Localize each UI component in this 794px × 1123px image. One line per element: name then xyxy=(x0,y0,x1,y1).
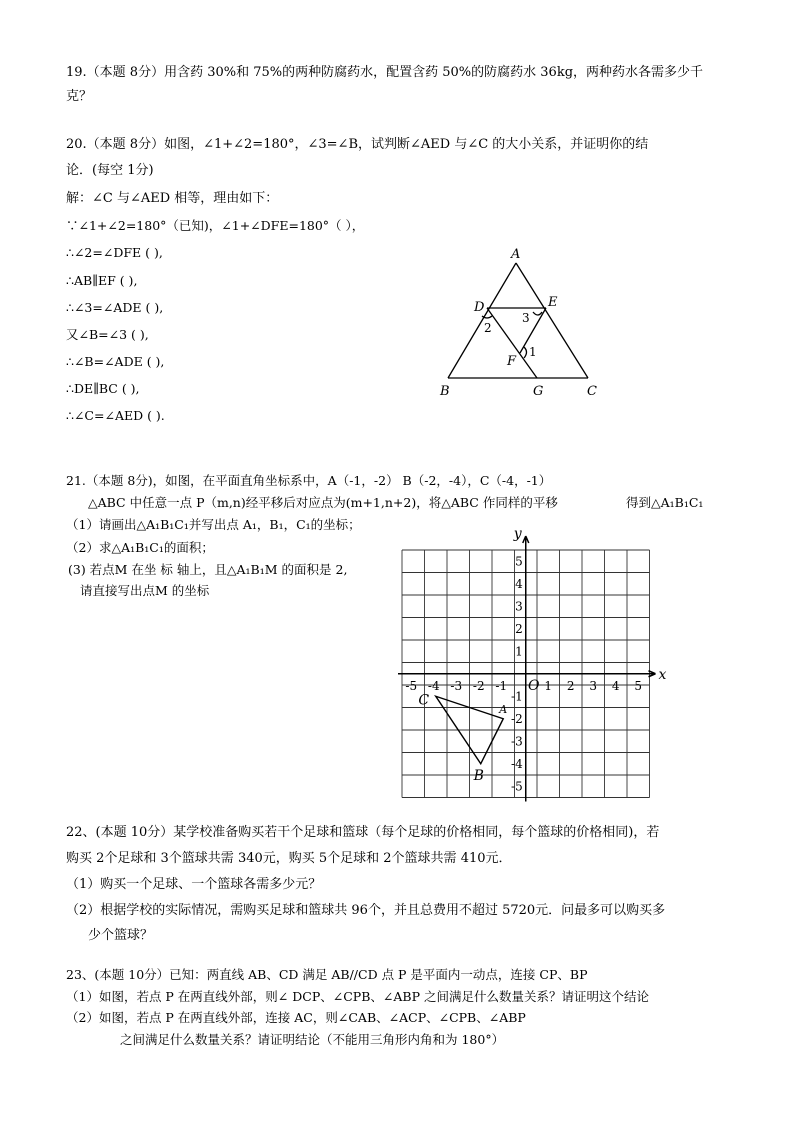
y-tick-label: -3 xyxy=(511,734,523,749)
q20-step: ∴∠3=∠ADE ( ), xyxy=(66,300,164,315)
q22-part-2: （2）根据学校的实际情况，需购买足球和篮球共 96个，并且总费用不超过 5720元．问最多可以购买多 xyxy=(66,903,666,918)
label-b: B xyxy=(440,384,450,399)
q20-step: ∴AB∥EF ( ), xyxy=(66,273,138,288)
label-angle-3: 3 xyxy=(522,311,530,325)
q20-step: ∴DE∥BC ( ), xyxy=(66,381,140,396)
coordinate-grid xyxy=(388,524,667,794)
x-tick-label: 2 xyxy=(566,678,575,693)
y-tick-label: 2 xyxy=(515,621,523,636)
x-tick-label: 5 xyxy=(634,678,643,693)
y-tick-label: 1 xyxy=(515,644,523,659)
y-tick-label: -2 xyxy=(511,711,523,726)
x-tick-label: -2 xyxy=(472,678,485,693)
y-tick-label: 5 xyxy=(515,554,523,569)
y-tick-label: -4 xyxy=(511,756,523,771)
q23-part-2: （2）如图，若点 P 在两直线外部，连接 AC，则∠CAB、∠ACP、∠CPB、∠ABP xyxy=(66,1010,526,1025)
y-tick-label: 3 xyxy=(515,599,523,614)
label-c: C xyxy=(587,384,597,399)
q20-step: ∴∠2=∠DFE ( ), xyxy=(66,245,163,260)
label-e: E xyxy=(548,295,558,310)
q20-triangle-figure xyxy=(430,240,610,405)
label-d: D xyxy=(474,300,485,315)
x-axis-label: x xyxy=(658,666,667,683)
x-tick-label: -1 xyxy=(495,678,508,693)
q21-line-1: 21.（本题 8分)，如图，在平面直角坐标系中，A（-1，-2） B（-2，-4），C（-4，-1） xyxy=(66,473,552,488)
q21-line-2-end: 得到△A₁B₁C₁ xyxy=(626,495,704,510)
label-f: F xyxy=(507,354,517,369)
q20-line-1: 20.（本题 8分）如图，∠1+∠2=180°，∠3=∠B，试判断∠AED 与∠C 的大小关系，并证明你的结 xyxy=(66,137,649,152)
x-tick-label: 4 xyxy=(611,678,620,693)
q20-step: ∵∠1+∠2=180°（已知)，∠1+∠DFE=180°（ ）， xyxy=(66,218,365,233)
y-axis-label: y xyxy=(513,526,522,542)
x-tick-label: 1 xyxy=(544,678,553,693)
point-label-c: C xyxy=(418,692,430,709)
q21-part-2: （2）求△A₁B₁C₁的面积； xyxy=(66,540,214,555)
q20-step: ∴∠B=∠ADE ( ), xyxy=(66,354,165,369)
q19-line-2: 克？ xyxy=(66,89,93,104)
point-label-a: A xyxy=(499,702,508,716)
label-a: A xyxy=(511,247,521,262)
point-label-b: B xyxy=(473,767,484,784)
x-tick-label: -5 xyxy=(405,678,418,693)
q21-part-3b: 请直接写出点M 的坐标 xyxy=(80,583,210,598)
q20-step: 又∠B=∠3 ( ), xyxy=(66,327,149,342)
label-angle-2: 2 xyxy=(484,321,492,335)
y-tick-label: -5 xyxy=(511,779,523,794)
q23-line-1: 23、(本题 10分）已知：两直线 AB、CD 满足 AB//CD 点 P 是平面内一动点，连接 CP、BP xyxy=(66,967,588,982)
q20-solution: 解：∠C 与∠AED 相等，理由如下： xyxy=(66,191,279,206)
q20-line-2: 论．(每空 1分) xyxy=(66,163,154,178)
y-tick-label: 4 xyxy=(515,576,523,591)
label-angle-1: 1 xyxy=(529,345,537,359)
q22-line-1: 22、(本题 10分）某学校准备购买若干个足球和篮球（每个足球的价格相同，每个篮球的价格相同)，若 xyxy=(66,825,660,840)
q19-line-1: 19.（本题 8分）用含药 30%和 75%的两种防腐药水，配置含药 50%的防腐药水 36kg，两种药水各需多少千 xyxy=(66,65,704,80)
x-tick-label: 3 xyxy=(589,678,598,693)
q22-part-1: （1）购买一个足球、一个篮球各需多少元？ xyxy=(66,877,322,892)
q22-part-2b: 少个篮球？ xyxy=(88,928,154,943)
origin-label: O xyxy=(528,677,540,694)
q22-line-2: 购买 2个足球和 3个篮球共需 340元，购买 5个足球和 2个篮球共需 410元． xyxy=(66,851,512,866)
x-tick-label: -3 xyxy=(450,678,463,693)
q23-part-2b: 之间满足什么数量关系？请证明结论（不能用三角形内角和为 180°） xyxy=(120,1032,505,1047)
y-tick-label: -1 xyxy=(511,689,523,704)
q23-part-1: （1）如图，若点 P 在两直线外部，则∠ DCP、∠CPB、∠ABP 之间满足什么数量关系？请证明这个结论 xyxy=(66,989,649,1004)
label-g: G xyxy=(533,384,544,399)
q20-step: ∴∠C=∠AED ( ). xyxy=(66,408,165,423)
q21-line-2: △ABC 中任意一点 P（m,n)经平移后对应点为(m+1,n+2)，将△ABC 作同样的平移 xyxy=(88,495,558,510)
x-tick-label: -4 xyxy=(427,678,440,693)
q21-part-3: (3) 若点M 在坐 标 轴上，且△A₁B₁M 的面积是 2, xyxy=(68,562,348,577)
q21-part-1: （1）请画出△A₁B₁C₁并写出点 A₁，B₁，C₁的坐标； xyxy=(66,517,361,532)
